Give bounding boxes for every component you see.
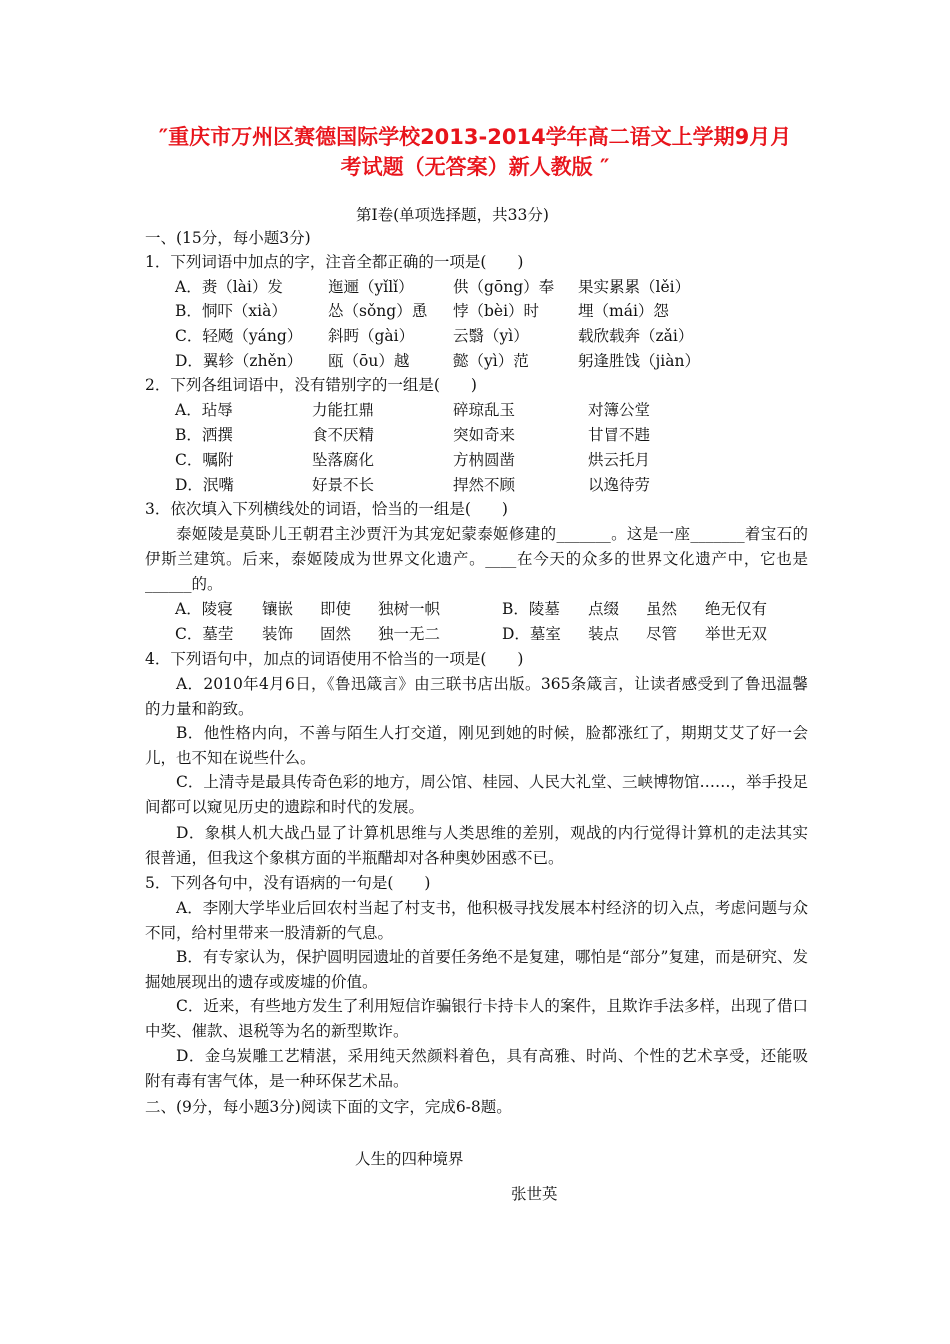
q3-stem: 3．依次填入下列横线处的词语，恰当的一组是( ) — [145, 500, 508, 518]
q1-option-cell: 供（gōng）奉 — [453, 278, 555, 296]
q1-option-cell: 怂（sǒng）恿 — [328, 302, 428, 320]
q2-option-cell: 力能扛鼎 — [312, 401, 375, 419]
q2-option-cell: 捍然不顾 — [453, 476, 516, 494]
q2-stem: 2．下列各组词语中，没有错别字的一组是( ) — [145, 376, 477, 394]
q2-option-cell: 食不厌精 — [312, 426, 375, 444]
q1-option-cell: 载欣载奔（zǎi） — [578, 327, 694, 345]
q3-option-cell: B．陵墓 — [502, 600, 560, 618]
part1-header: 一、(15分，每小题3分) — [145, 229, 311, 247]
q1-option-cell: B．恫吓（xià） — [175, 302, 287, 320]
q2-option-cell: 突如奇来 — [453, 426, 516, 444]
q1-option-cell: 瓯（ōu）越 — [328, 352, 410, 370]
q3-option-cell: 装饰 — [262, 625, 294, 643]
q1-option-cell: C．轻飏（yáng） — [175, 327, 303, 345]
q3-option-cell: 装点 — [588, 625, 620, 643]
q2-option-cell: D．泯嘴 — [175, 476, 234, 494]
q3-option-cell: 固然 — [320, 625, 352, 643]
q3-option-cell: 虽然 — [646, 600, 678, 618]
q2-option-cell: 烘云托月 — [588, 451, 651, 469]
q3-option-cell: 镶嵌 — [262, 600, 294, 618]
article-title: 人生的四种境界 — [355, 1150, 464, 1168]
section-header: 第Ⅰ卷(单项选择题，共33分) — [356, 206, 549, 224]
q2-option-cell: 甘冒不韪 — [588, 426, 651, 444]
q2-option-cell: 对簿公堂 — [588, 401, 651, 419]
q4-option-c: C．上清寺是最具传奇色彩的地方，周公馆、桂园、人民大礼堂、三峡博物馆……，举手投足间都可以窥见历史的遗踪和时代的发展。 — [145, 773, 808, 816]
document-title-line-1: ″重庆市万州区赛德国际学校2013-2014学年高二语文上学期9月月 — [158, 125, 792, 149]
q4-option-d: D．象棋人机大战凸显了计算机思维与人类思维的差别，观战的内行觉得计算机的走法其实很普通，但我这个象棋方面的半瓶醋却对各种奥妙困惑不已。 — [145, 824, 808, 867]
q3-option-cell: D．墓室 — [502, 625, 561, 643]
q1-option-cell: 埋（mái）怨 — [578, 302, 669, 320]
q3-option-cell: C．墓茔 — [175, 625, 234, 643]
q3-option-cell: 尽管 — [646, 625, 678, 643]
q4-option-b: B．他性格内向，不善与陌生人打交道，刚见到她的时候，脸都涨红了，期期艾艾了好一会儿，也不知在说些什么。 — [145, 724, 808, 767]
q5-stem: 5．下列各句中，没有语病的一句是( ) — [145, 874, 431, 892]
q1-option-cell: A．赉（lài）发 — [175, 278, 283, 296]
q1-option-cell: 悖（bèi）时 — [453, 302, 540, 320]
q2-option-cell: 好景不长 — [312, 476, 375, 494]
q2-option-cell: 方枘圆凿 — [453, 451, 516, 469]
article-author: 张世英 — [511, 1185, 558, 1203]
q2-option-cell: 坠落腐化 — [312, 451, 375, 469]
document-title-line-2: 考试题（无答案）新人教版 ″ — [340, 155, 610, 179]
q1-option-cell: 云翳（yì） — [453, 327, 529, 345]
q5-option-a: A．李刚大学毕业后回农村当起了村支书，他积极寻找发展本村经济的切入点，考虑问题与众不同，给村里带来一股清新的气息。 — [145, 899, 808, 942]
q5-option-b: B．有专家认为，保护圆明园遗址的首要任务绝不是复建，哪怕是“部分”复建，而是研究、发掘她展现出的遗存或废墟的价值。 — [145, 948, 808, 991]
q4-stem: 4．下列语句中，加点的词语使用不恰当的一项是( ) — [145, 650, 524, 668]
q3-option-cell: 点缀 — [588, 600, 620, 618]
q1-option-cell: 躬逢胜饯（jiàn） — [578, 352, 700, 370]
q3-option-cell: 即使 — [320, 600, 352, 618]
q1-option-cell: 迤逦（yǐlǐ） — [328, 278, 414, 296]
q5-option-d: D．金乌炭雕工艺精湛，采用纯天然颜料着色，具有高雅、时尚、个性的艺术享受，还能吸附有毒有害气体，是一种环保艺术品。 — [145, 1047, 808, 1090]
q3-option-cell: 独树一帜 — [378, 600, 441, 618]
q5-option-c: C．近来，有些地方发生了利用短信诈骗银行卡持卡人的案件，且欺诈手法多样，出现了借口中奖、催款、退税等为名的新型欺诈。 — [145, 997, 808, 1040]
q2-option-cell: B．洒撰 — [175, 426, 233, 444]
q1-option-cell: 懿（yì）范 — [453, 352, 529, 370]
q4-option-a: A．2010年4月6日，《鲁迅箴言》由三联书店出版。365条箴言，让读者感受到了鲁迅温馨的力量和韵致。 — [145, 675, 808, 718]
q3-option-cell: 独一无二 — [378, 625, 441, 643]
q1-stem: 1．下列词语中加点的字，注音全都正确的一项是( ) — [145, 253, 524, 271]
q2-option-cell: A．玷辱 — [175, 401, 233, 419]
q3-option-cell: 绝无仅有 — [705, 600, 768, 618]
q2-option-cell: C．嘱附 — [175, 451, 234, 469]
q1-option-cell: 斜眄（gài） — [328, 327, 415, 345]
q1-option-cell: 果实累累（lěi） — [578, 278, 691, 296]
q3-option-cell: A．陵寝 — [175, 600, 233, 618]
q3-option-cell: 举世无双 — [705, 625, 768, 643]
q2-option-cell: 碎琼乱玉 — [453, 401, 516, 419]
q3-passage: 泰姬陵是莫卧儿王朝君主沙贾汗为其宠妃蒙泰姬修建的_______。这是一座_______着宝石的伊斯兰建筑。后来，泰姬陵成为世界文化遗产。____在今天的众多的世界文化遗产中，它也是______的。 — [145, 525, 808, 593]
q1-option-cell: D．翼轸（zhěn） — [175, 352, 303, 370]
part2-header: 二、(9分，每小题3分)阅读下面的文字，完成6-8题。 — [145, 1098, 512, 1116]
q2-option-cell: 以逸待劳 — [588, 476, 651, 494]
